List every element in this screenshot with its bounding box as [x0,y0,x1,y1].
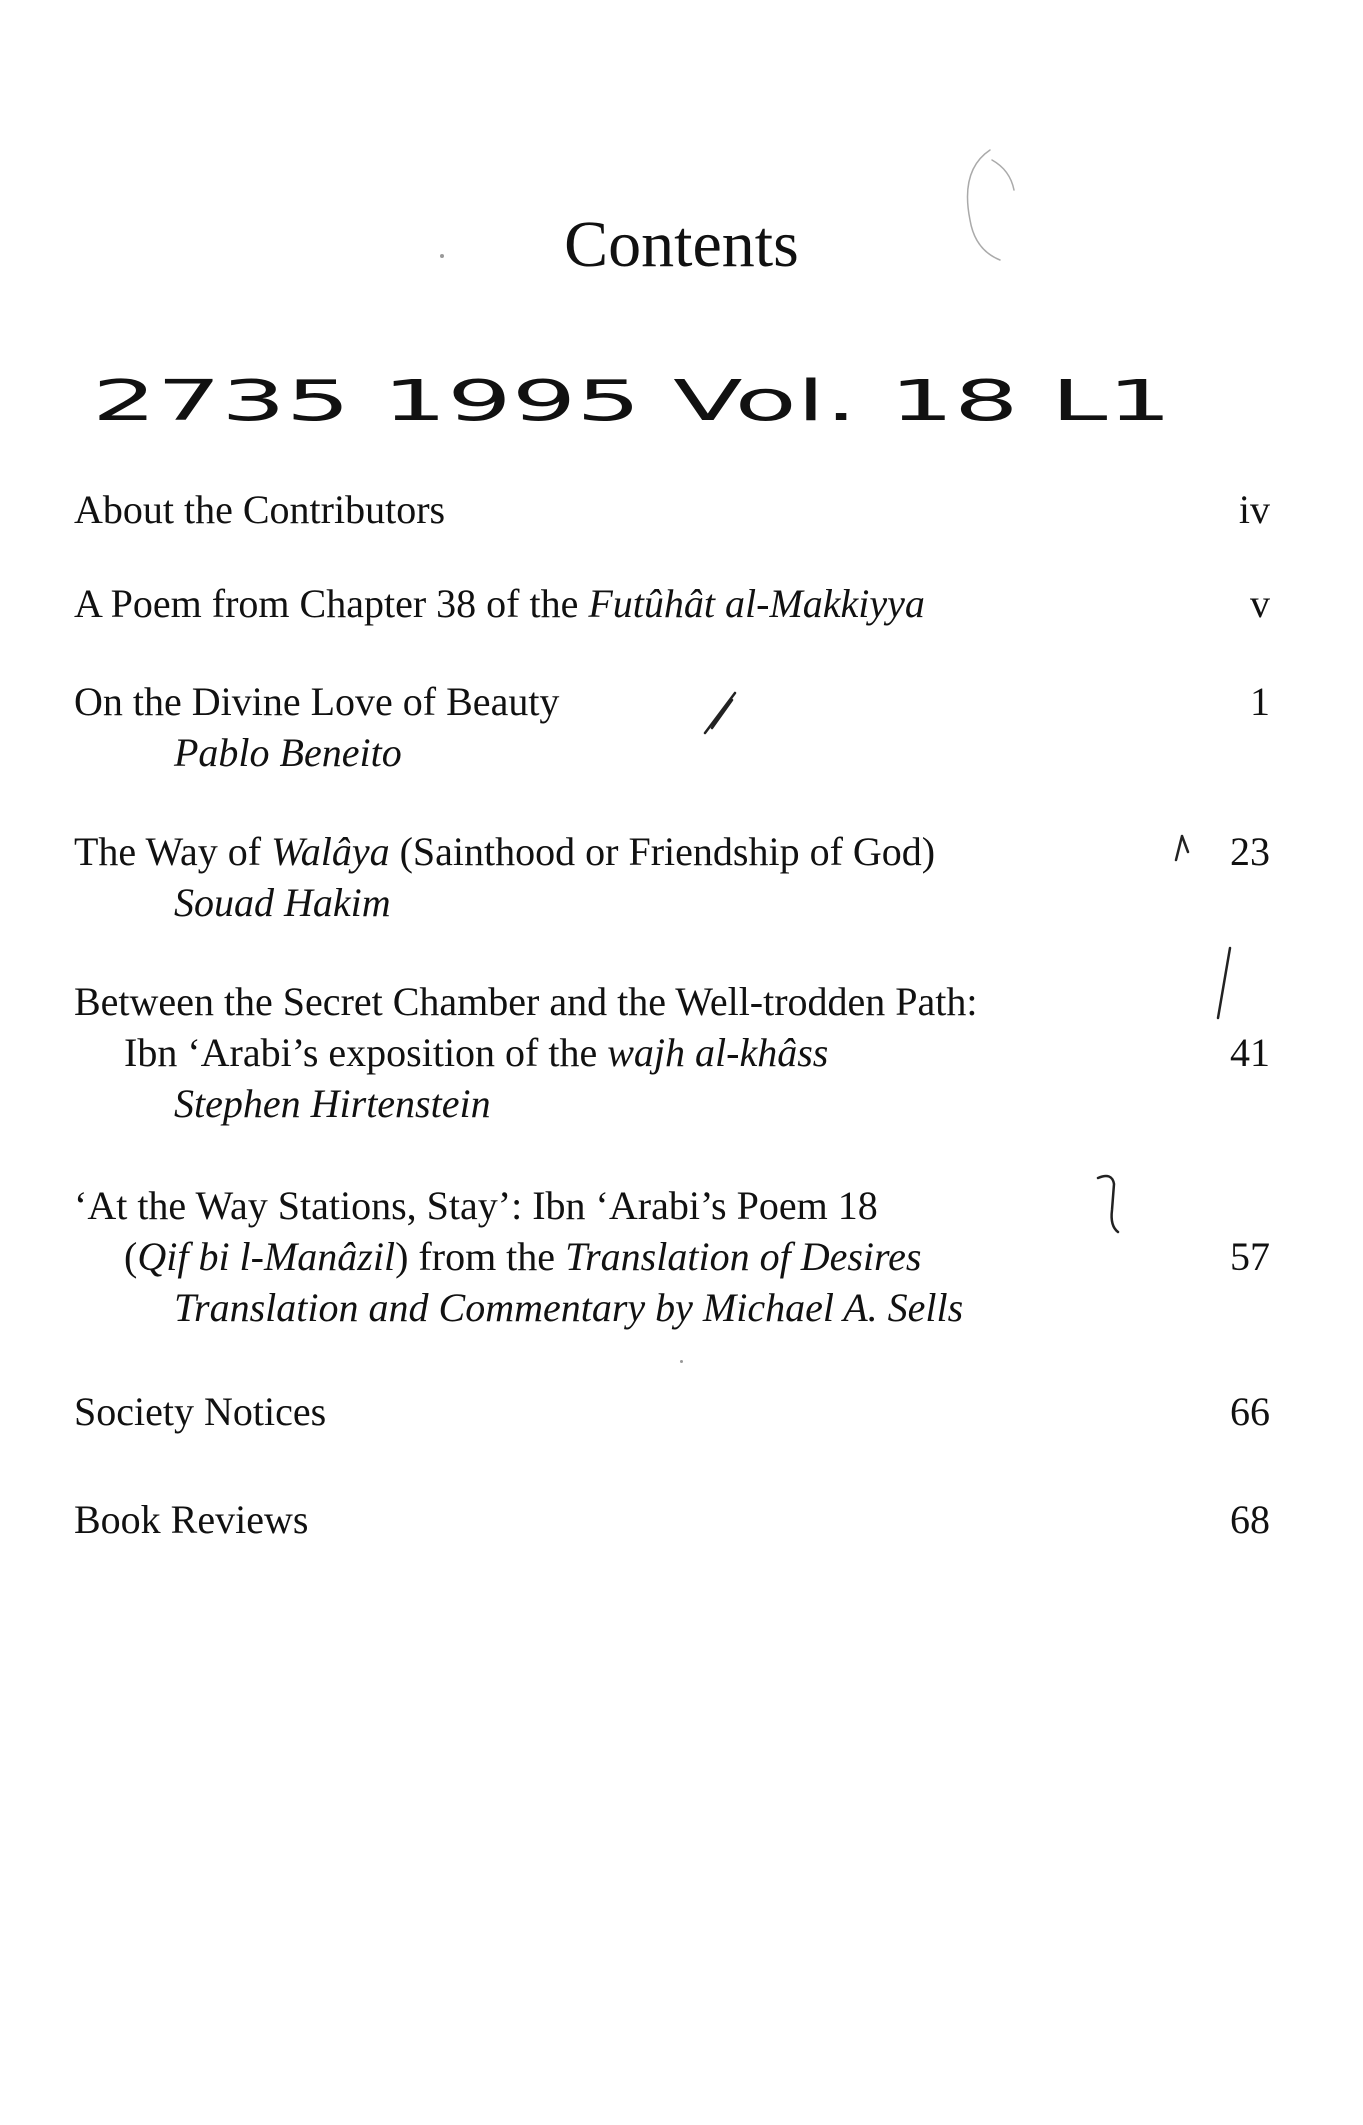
toc-entry-title-italic: Walâya [271,829,390,874]
pencil-tick-mark [700,688,740,738]
faint-pencil-mark [930,130,1050,280]
toc-entry-title: Between the Secret Chamber and the Well-trodden Path: [74,979,978,1024]
scan-speck [440,254,444,258]
toc-page-number: 66 [1230,1389,1270,1434]
toc-entry-secret-chamber[interactable] [74,976,1270,1129]
toc-entry-title-post: (Sainthood or Friendship of God) [389,829,936,874]
pencil-tick-mark [1170,832,1194,866]
toc-entry-title: Society Notices [74,1389,327,1434]
toc-entry-subtitle-italic: wajh al-khâss [607,1030,829,1075]
toc-entry-title-row [74,484,1270,535]
toc-entry-about-contributors[interactable] [74,484,1270,535]
toc-entry-subtitle-pre: Ibn ‘Arabi’s exposition of the [124,1030,608,1075]
toc-entry-title: On the Divine Love of Beauty [74,679,560,724]
toc-page-number: 1 [1250,679,1270,724]
toc-entry-title [74,826,935,877]
toc-page-number: 41 [1230,1030,1270,1075]
toc-entry-subtitle [124,1027,828,1078]
toc-page-number: 23 [1230,829,1270,874]
toc-entry-author-row [74,727,1270,778]
toc-entry-subtitle-mid: ) from the [395,1234,566,1279]
toc-entry-book-reviews[interactable] [74,1494,1270,1545]
page-title [0,205,1363,285]
toc-entry-subtitle-italic-b: Translation of Desires [565,1234,922,1279]
handwritten-call-number [92,340,1212,450]
toc-entry-author-row [74,877,1270,928]
toc-entry-subtitle-row [74,1027,1270,1078]
toc-entry-title-row [74,826,1270,877]
toc-page-number: 68 [1230,1497,1270,1542]
toc-entry-divine-love[interactable] [74,676,1270,778]
toc-entry-subtitle [124,1231,921,1282]
toc-entry-title: About the Contributors [74,487,446,532]
pencil-slash-mark [1210,944,1240,1024]
toc-entry-way-of-walaya[interactable] [74,826,1270,928]
toc-entry-title-row [74,676,1270,727]
pencil-bracket-mark [1090,1170,1130,1240]
toc-entry-author: Stephen Hirtenstein [174,1081,491,1126]
toc-entry-poem-chapter-38[interactable] [74,578,1270,629]
toc-entry-title-pre: A Poem from Chapter 38 of the [74,581,589,626]
toc-entry-subtitle-open: ( [124,1234,138,1279]
toc-page-number: iv [1238,487,1270,532]
toc-entry-title-row [74,1494,1270,1545]
page-title-text: Contents [564,208,799,281]
toc-entry-subtitle-italic-a: Qif bi l-Manâzil [137,1234,396,1279]
scan-speck [680,1360,683,1363]
toc-entry-title-italic: Futûhât al-Makkiyya [588,581,925,626]
toc-entry-author-row [74,1282,1270,1333]
toc-page-number: v [1250,581,1270,626]
toc-entry-title: ‘At the Way Stations, Stay’: Ibn ‘Arabi’s Poem 18 [74,1183,878,1228]
toc-entry-society-notices[interactable] [74,1386,1270,1437]
toc-entry-title-row [74,1386,1270,1437]
toc-entry-author: Translation and Commentary by Michael A. Sells [174,1285,964,1330]
toc-entry-title-row [74,976,1270,1027]
toc-entry-title: Book Reviews [74,1497,309,1542]
toc-entry-title [74,578,925,629]
toc-entry-title-row [74,578,1270,629]
toc-entry-author: Souad Hakim [174,880,391,925]
toc-entry-author: Pablo Beneito [174,730,402,775]
toc-page-number: 57 [1230,1234,1270,1279]
toc-entry-title-pre: The Way of [74,829,272,874]
toc-entry-author-row [74,1078,1270,1129]
handwritten-call-number-text: 2735 1995 Vol. 18 L1 [92,369,1172,434]
